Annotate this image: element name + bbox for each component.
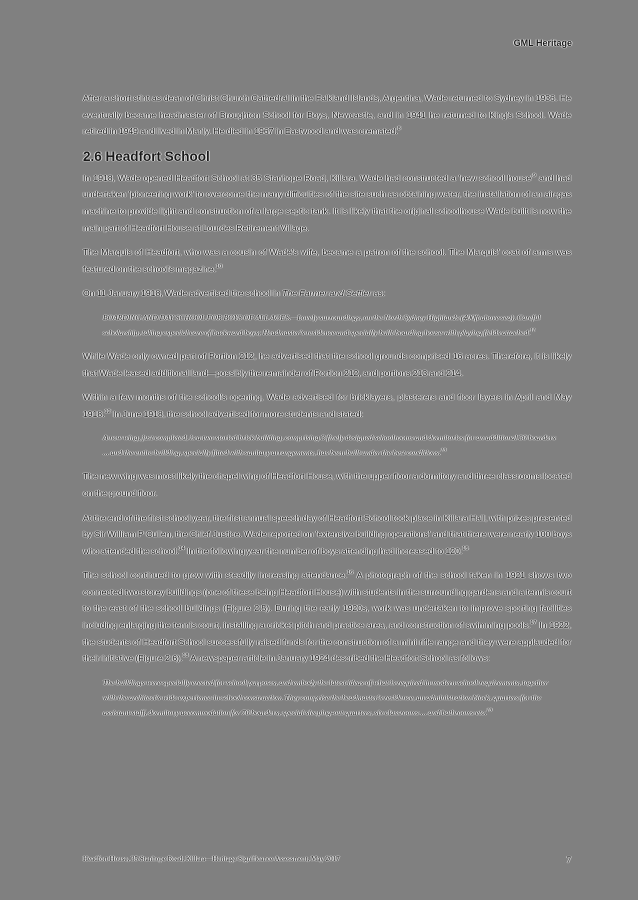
block-quote: A new wing, just completed, is a two storied brick building, comprising 3 finely designed schoolrooms and dormitories for an additional 30 boarders ... and the entire building, specially fitted with sanitary arrangements, has been built under the best conditions.$^{13}$ xyxy=(103,433,556,458)
footnote-ref[interactable]: 17 xyxy=(530,620,537,627)
footnote-ref[interactable]: 16 xyxy=(347,570,354,577)
footnote-ref[interactable]: 15 xyxy=(462,545,469,552)
paragraph: In 1918, Wade opened Headfort School at 35 Stanhope Road, Killara. Wade had constructed a 'new school $house'^9$ and had undertaken 'pioneering work' to overcome the many difficulties of the site such as obtaining water, the installation of an air-gas machine to provide light and construction of a large septic tank. It is likely that the original schoolhouse Wade built is now the main part of Headfort House at Lourdes Retirement Village. xyxy=(83,172,571,233)
footer-document-title: Headfort House, 35 Stanhope Road, Killara—Heritage Significance Assessment, May 2017 xyxy=(83,855,340,863)
paragraph: The Marquis of Headfort, who was a cousin of Wade's wife, became a patron of the school. The Marquis' coat of arms was featured on the school's magazine.$^{10}$ xyxy=(83,247,571,274)
document-body xyxy=(83,90,571,728)
footnote-ref[interactable]: 14 xyxy=(178,545,185,552)
footnote-ref[interactable]: 9 xyxy=(532,172,536,179)
paragraph: The new wing was most likely the chapel wing of Headfort House, with the upper floor a dormitory and three classrooms located on the ground floor. xyxy=(83,471,571,498)
section-heading: 2.6 Headfort School xyxy=(83,148,210,164)
paragraph: At the end of the first school year, the first annual speech day of Headfort School took place in Killara Hall, with prizes presented by Sir William P Cullen, the Chief Justice. Wade reported on 'extensive building operations' and that there were nearly 100 boys who attended the school.$^{14}$ In the following year the number of boys attending had increased to 120.15 xyxy=(83,512,571,556)
footnote-ref[interactable]: 18 xyxy=(182,653,189,660)
intro-paragraph: After a short stint as dean of Christ Church Cathedral in the Falkland Islands, Argentina, Wade returned to Sydney in 1936. He eventually became headmaster of Broughton School for Boys, Newcastle, and in 1941 he returned to King's School. Wade retired in 1949 and lived in Manly. He died in 1967 in Eastwood and was cremated.$^8$ xyxy=(83,93,571,137)
page-footer xyxy=(83,855,571,865)
footnote-ref[interactable]: 13 xyxy=(440,447,447,454)
page-number: 7 xyxy=(566,855,571,865)
publication-title: The Farmer and Settler xyxy=(282,288,372,299)
paragraph: The school continued to grow with steadily increasing attendance.$^{16}$ A photograph of the school taken in 1921 shows two connected two-storey buildings (one of these being Headfort House) with students in the surrounding gardens and a tennis court to the east of the school buildings (Figure 2.5). During the early 1920s, work was undertaken to improve sporting facilities including enlarging the tennis court, installing a cricket pitch and practice area, and construction of swimming pools.$^{17}$ In 1922, the students of Headfort School successfully raised funds for the construction of a mini rifle range and they were applauded for their initiative (Figure 2.6).$^{18}$ A newspaper article in January 1924 described the Headfort School as follows: xyxy=(83,570,571,664)
footnote-ref[interactable]: 10 xyxy=(216,263,223,270)
block-quote: The buildings were specially erected for school purposes, and embody the latest ideas of what is required in modern school requirements, together with the architect's wide experience in school construction. They comprise the headmaster's residence, an administration block, quarters for the assistant staff, dormitory accommodation for 70 boarders, special sleeping-out quarters, six classrooms ... and bathrooms etc.$^{19}$ xyxy=(103,677,548,717)
paragraph: On 11 January 1918, Wade advertised the school in The Farmer and Settler as: xyxy=(83,288,385,299)
footnote-ref[interactable]: 8 xyxy=(397,126,401,133)
footnote-ref[interactable]: 11 xyxy=(530,327,536,334)
running-header: GML Heritage xyxy=(513,38,572,48)
footnote-ref[interactable]: 12 xyxy=(104,408,111,415)
paragraph: Within a few months of the school's opening, Wade advertised for bricklayers, plasterers and floor layers in April and May 1918.12 In June 1918, the school advertised for more students and stated: xyxy=(83,392,571,419)
footnote-ref[interactable]: 19 xyxy=(486,707,492,714)
block-quote: BOARDING AND DAY SCHOOL FOR BOYS OF ALL AGES.—Lovely surroundings, on the North Sydney Highlands (400ft above sea). Careful scholarship, taking especial care of backward boys; Headmaster's residence and specially built boarding house with playing fields attached.$^{11}$ xyxy=(103,312,541,337)
paragraph: While Wade only owned part of Portion 212, he advertised that the school grounds comprised 16 acres. Therefore, it is likely that Wade leased additional land—possibly the remainder of Portion 212, and portions 213 and 214. xyxy=(83,350,571,378)
